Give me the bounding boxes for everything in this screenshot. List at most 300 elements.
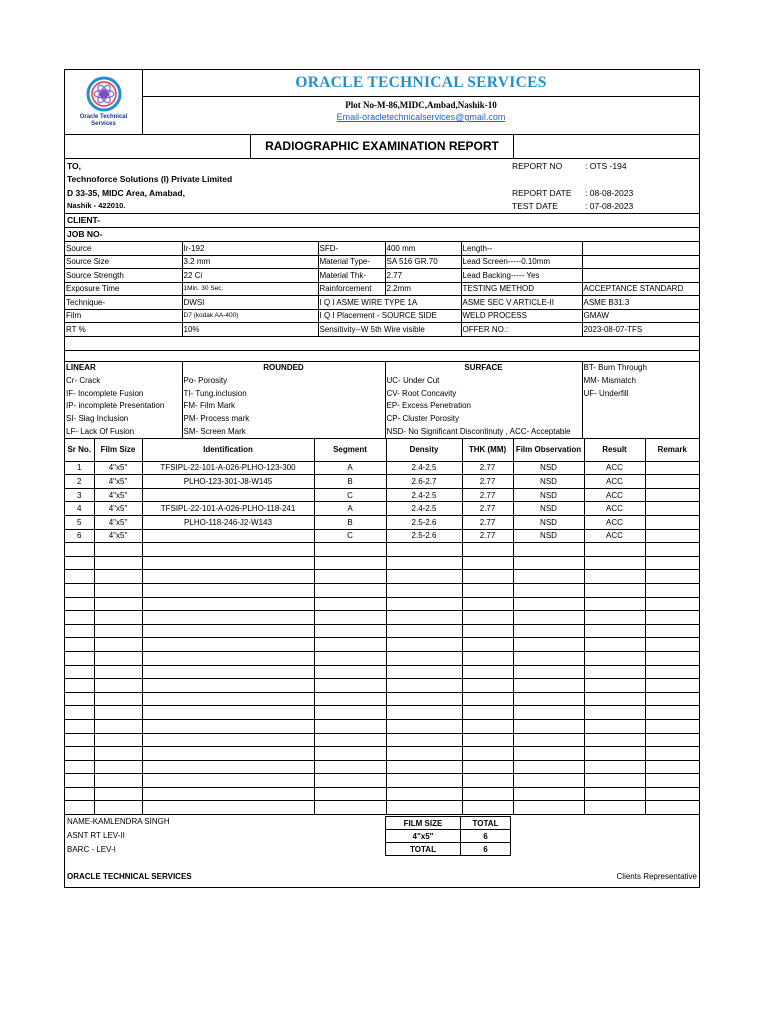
table-cell: NSD (513, 516, 584, 530)
legend-row (65, 412, 699, 425)
legend-cell: Cr- Crack (65, 374, 182, 387)
table-cell (142, 719, 314, 733)
table-row (65, 787, 699, 801)
report-no-label: REPORT NO (512, 161, 563, 171)
table-cell (386, 597, 462, 611)
to-label: TO, (67, 161, 82, 171)
asnt-level: ASNT RT LEV-II (67, 831, 125, 841)
table-cell (462, 624, 513, 638)
test-date-value: : 07-08-2023 (585, 201, 634, 211)
film-size-head: FILM SIZE (386, 817, 461, 830)
logo-text-2: Services (91, 121, 116, 127)
results-table (65, 439, 699, 815)
parameter-cell: D7 (kodak AA-400) (182, 309, 318, 323)
legend-cell: CP- Cluster Porosity (385, 412, 582, 425)
table-cell (94, 733, 142, 747)
report-date-value: : 08-08-2023 (585, 188, 634, 198)
legend-cell: PM- Process mark (182, 412, 385, 425)
table-row (65, 502, 699, 516)
table-cell (94, 638, 142, 652)
company-email-link[interactable]: Email-oracletechnicalservices@gmail.com (336, 112, 506, 122)
table-cell (645, 747, 699, 761)
report-title-row (65, 135, 699, 159)
table-cell (386, 760, 462, 774)
table-cell (462, 692, 513, 706)
report-footer (65, 815, 699, 887)
table-cell (314, 787, 386, 801)
parameter-row (65, 282, 699, 296)
report-sheet (64, 69, 700, 888)
table-cell (94, 692, 142, 706)
table-cell (94, 665, 142, 679)
table-cell (314, 651, 386, 665)
parameter-row (65, 296, 699, 310)
table-cell (645, 624, 699, 638)
table-cell (65, 801, 94, 815)
table-cell: ACC (584, 529, 645, 543)
table-cell (65, 665, 94, 679)
table-cell (462, 611, 513, 625)
table-cell (142, 651, 314, 665)
table-cell (462, 679, 513, 693)
table-cell (142, 597, 314, 611)
table-cell (584, 801, 645, 815)
table-cell (386, 583, 462, 597)
table-cell: 2.77 (462, 502, 513, 516)
parameter-cell (582, 255, 699, 269)
table-cell (645, 516, 699, 530)
table-cell (513, 611, 584, 625)
client-row: CLIENT- (65, 214, 699, 228)
table-cell (584, 692, 645, 706)
table-cell (513, 692, 584, 706)
legend-cell: IP- incomplete Presentation (65, 400, 182, 413)
table-cell (65, 638, 94, 652)
table-cell (142, 787, 314, 801)
table-cell: NSD (513, 461, 584, 475)
table-cell (584, 543, 645, 557)
table-cell: 2.77 (462, 488, 513, 502)
table-cell (513, 597, 584, 611)
film-count-value: 6 (461, 830, 511, 843)
table-cell (584, 638, 645, 652)
table-cell (386, 706, 462, 720)
table-cell (513, 787, 584, 801)
parameter-cell: OFFER NO.: (461, 323, 582, 337)
table-cell (645, 583, 699, 597)
table-cell (142, 638, 314, 652)
parameter-cell: Material Thk- (318, 269, 385, 283)
report-title: RADIOGRAPHIC EXAMINATION REPORT (250, 135, 514, 158)
table-cell (65, 624, 94, 638)
logo (65, 70, 143, 134)
table-cell (65, 611, 94, 625)
parameter-cell: Lead Screen-----0.10mm (461, 255, 582, 269)
table-cell: 2 (65, 475, 94, 489)
parameter-cell: Technique- (65, 296, 182, 310)
table-cell (645, 475, 699, 489)
table-cell (513, 583, 584, 597)
table-cell: 2.77 (462, 529, 513, 543)
test-date-label: TEST DATE (512, 201, 558, 211)
table-cell (142, 624, 314, 638)
table-cell (386, 624, 462, 638)
legend-cell: IF- Incomplete Fusion (65, 387, 182, 400)
table-cell (386, 801, 462, 815)
table-cell (65, 692, 94, 706)
total-count-value: 6 (461, 843, 511, 856)
table-cell: 2.5-2.6 (386, 516, 462, 530)
table-cell (462, 774, 513, 788)
table-cell (462, 706, 513, 720)
results-column-header: THK (MM) (462, 439, 513, 462)
table-cell (386, 679, 462, 693)
results-column-header: Film Observation (513, 439, 584, 462)
table-cell (94, 706, 142, 720)
table-cell (314, 801, 386, 815)
table-cell (386, 774, 462, 788)
parameter-cell: Ir-192 (182, 242, 318, 255)
parameter-cell: Source (65, 242, 182, 255)
parameters-table (65, 242, 699, 337)
table-cell (94, 719, 142, 733)
table-cell (645, 679, 699, 693)
table-cell (462, 597, 513, 611)
table-cell (584, 570, 645, 584)
table-cell (584, 583, 645, 597)
table-cell (94, 543, 142, 557)
table-cell (462, 787, 513, 801)
total-label: TOTAL (386, 843, 461, 856)
table-cell (314, 706, 386, 720)
table-cell: 2.6-2.7 (386, 475, 462, 489)
table-cell (142, 692, 314, 706)
table-cell (513, 706, 584, 720)
table-cell (314, 556, 386, 570)
table-cell (314, 570, 386, 584)
parameter-row (65, 242, 699, 255)
table-row (65, 638, 699, 652)
table-cell (386, 747, 462, 761)
report-header (65, 70, 699, 135)
table-cell (584, 706, 645, 720)
table-row (65, 692, 699, 706)
spacer-row (65, 351, 699, 362)
table-cell (314, 611, 386, 625)
table-cell (142, 543, 314, 557)
table-cell (462, 651, 513, 665)
table-cell: ACC (584, 488, 645, 502)
table-cell (584, 597, 645, 611)
barc-level: BARC - LEV-I (67, 845, 116, 855)
table-cell: 4"x5" (94, 502, 142, 516)
table-cell (94, 760, 142, 774)
legend-cell: FM- Film Mark (182, 400, 385, 413)
table-cell (584, 747, 645, 761)
parameter-row (65, 309, 699, 323)
table-cell: ACC (584, 516, 645, 530)
results-column-header: Density (386, 439, 462, 462)
table-cell (386, 787, 462, 801)
table-cell (645, 543, 699, 557)
parameter-cell: Rainforcement (318, 282, 385, 296)
job-no-row: JOB NO- (65, 228, 699, 242)
table-cell: 1 (65, 461, 94, 475)
table-cell (584, 733, 645, 747)
parameter-cell: 400 mm (385, 242, 461, 255)
table-row (65, 747, 699, 761)
table-cell (142, 556, 314, 570)
table-cell (142, 706, 314, 720)
table-row (65, 679, 699, 693)
parameter-cell: GMAW (582, 309, 699, 323)
legend-cell: BT- Burn Through (583, 363, 647, 373)
table-cell (513, 556, 584, 570)
table-cell (65, 651, 94, 665)
table-cell (386, 665, 462, 679)
table-cell: NSD (513, 502, 584, 516)
table-cell (386, 651, 462, 665)
table-cell: ACC (584, 502, 645, 516)
legend-cell: NSD- No Significant Discontinuty , ACC- Acceptable (385, 425, 582, 438)
table-cell: 6 (65, 529, 94, 543)
table-cell: ACC (584, 475, 645, 489)
table-cell (462, 556, 513, 570)
table-cell (645, 692, 699, 706)
parameter-cell: 1Min. 30 Sec. (182, 282, 318, 296)
table-cell: 4 (65, 502, 94, 516)
parameter-cell: 22 Ci (182, 269, 318, 283)
table-cell (142, 747, 314, 761)
table-cell (645, 556, 699, 570)
table-cell (513, 801, 584, 815)
table-cell: 4"x5" (94, 475, 142, 489)
table-cell: C (314, 488, 386, 502)
table-cell (142, 529, 314, 543)
table-cell (462, 665, 513, 679)
table-cell (513, 543, 584, 557)
table-cell (386, 543, 462, 557)
table-cell (462, 733, 513, 747)
table-cell: 2.77 (462, 516, 513, 530)
table-cell (462, 747, 513, 761)
table-cell (645, 638, 699, 652)
legend-cell: TI- Tung.inclusion (182, 387, 385, 400)
table-cell: NSD (513, 475, 584, 489)
table-row (65, 651, 699, 665)
legend-cell: Po- Porosity (182, 374, 385, 387)
table-cell (584, 651, 645, 665)
table-cell: TFSIPL-22-101-A-026-PLHO-118-241 (142, 502, 314, 516)
table-cell (94, 624, 142, 638)
table-cell (94, 597, 142, 611)
company-name: ORACLE TECHNICAL SERVICES (143, 70, 699, 97)
film-summary-table (385, 816, 511, 856)
table-cell (645, 597, 699, 611)
table-cell (386, 611, 462, 625)
table-cell (314, 543, 386, 557)
table-cell (314, 583, 386, 597)
table-cell (314, 747, 386, 761)
total-head: TOTAL (461, 817, 511, 830)
parameter-cell: 10% (182, 323, 318, 337)
table-cell (645, 706, 699, 720)
table-cell (645, 570, 699, 584)
parameter-row (65, 323, 699, 337)
table-cell (314, 774, 386, 788)
table-cell (65, 570, 94, 584)
table-cell: 2.4-2.5 (386, 502, 462, 516)
recipient-line-3: Nashik - 422010. (67, 201, 126, 210)
table-cell: 4"x5" (94, 488, 142, 502)
parameter-cell: WELD PROCESS (461, 309, 582, 323)
table-cell (386, 719, 462, 733)
recipient-block (65, 159, 699, 214)
recipient-line-1: Technoforce Solutions (I) Private Limited (67, 174, 233, 184)
table-cell (314, 733, 386, 747)
legend-cell: MM- Mismatch (583, 376, 636, 386)
table-cell (645, 719, 699, 733)
table-cell (386, 638, 462, 652)
table-cell (584, 760, 645, 774)
table-cell (94, 679, 142, 693)
table-cell (314, 665, 386, 679)
logo-text-1: Oracle Technical (79, 114, 128, 120)
table-row (65, 611, 699, 625)
table-cell (65, 556, 94, 570)
table-cell (645, 774, 699, 788)
parameter-cell: Material Type- (318, 255, 385, 269)
table-cell (142, 679, 314, 693)
table-cell (142, 488, 314, 502)
results-column-header: Film Size (94, 439, 142, 462)
table-row (65, 570, 699, 584)
parameter-cell: SA 516 GR.70 (385, 255, 461, 269)
table-cell: TFSIPL-22-101-A-026-PLHO-123-300 (142, 461, 314, 475)
table-cell (314, 760, 386, 774)
legend-cell: UC- Under Cut (385, 374, 582, 387)
table-row (65, 516, 699, 530)
table-cell: 4"x5" (94, 529, 142, 543)
table-cell (462, 760, 513, 774)
parameter-cell: Length-- (461, 242, 582, 255)
recipient-line-2: D 33-35, MIDC Area, Amabad, (67, 188, 185, 198)
table-row (65, 488, 699, 502)
table-cell (645, 651, 699, 665)
table-cell (65, 747, 94, 761)
table-row (65, 556, 699, 570)
parameter-cell: Film (65, 309, 182, 323)
table-cell (65, 583, 94, 597)
table-cell (513, 570, 584, 584)
parameter-row (65, 269, 699, 283)
table-cell (142, 733, 314, 747)
legend-row (65, 374, 699, 387)
table-cell (142, 665, 314, 679)
table-cell (645, 488, 699, 502)
legend-rounded-head: ROUNDED (182, 362, 385, 375)
table-cell: 2.77 (462, 461, 513, 475)
parameter-cell: Lead Backing----- Yes (461, 269, 582, 283)
parameter-cell (582, 242, 699, 255)
table-cell (65, 719, 94, 733)
table-cell (386, 570, 462, 584)
table-cell (314, 638, 386, 652)
company-logo-icon (86, 76, 122, 112)
legend-cell (582, 412, 699, 425)
table-cell (584, 774, 645, 788)
table-cell (645, 733, 699, 747)
defect-legend-table (65, 362, 699, 439)
results-column-header: Identification (142, 439, 314, 462)
table-row (65, 543, 699, 557)
table-cell (513, 665, 584, 679)
legend-linear-head: LINEAR (65, 362, 182, 375)
parameter-cell: ACCEPTANCE STANDARD (582, 282, 699, 296)
table-cell (645, 787, 699, 801)
table-cell (584, 624, 645, 638)
spacer-row (65, 337, 699, 351)
table-cell (142, 774, 314, 788)
table-cell (142, 570, 314, 584)
table-cell (462, 719, 513, 733)
parameter-cell: 2.77 (385, 269, 461, 283)
table-cell (584, 611, 645, 625)
table-cell (94, 747, 142, 761)
table-cell (314, 624, 386, 638)
table-cell: A (314, 502, 386, 516)
results-column-header: Sr No. (65, 439, 94, 462)
table-cell (513, 733, 584, 747)
report-date-label: REPORT DATE (512, 188, 572, 198)
table-cell (645, 461, 699, 475)
table-row (65, 583, 699, 597)
table-cell: A (314, 461, 386, 475)
table-cell (65, 787, 94, 801)
legend-cell: SM- Screen Mark (182, 425, 385, 438)
table-cell (94, 787, 142, 801)
table-cell (645, 801, 699, 815)
parameter-cell: 3.2 mm (182, 255, 318, 269)
table-cell: 2.77 (462, 475, 513, 489)
table-row (65, 706, 699, 720)
table-cell (645, 760, 699, 774)
table-cell (386, 556, 462, 570)
parameter-cell: ASME B31.3 (582, 296, 699, 310)
legend-cell: EP- Excess Penetration (385, 400, 582, 413)
table-cell (645, 502, 699, 516)
inspector-name: NAME-KAMLENDRA SINGH (67, 817, 170, 827)
table-cell (513, 774, 584, 788)
results-column-header: Segment (314, 439, 386, 462)
company-address: Plot No-M-86,MIDC,Ambad,Nashik-10 (345, 100, 497, 110)
parameter-cell: Source Strength (65, 269, 182, 283)
table-row (65, 624, 699, 638)
table-row (65, 719, 699, 733)
table-cell (94, 570, 142, 584)
table-cell (314, 692, 386, 706)
footer-company: ORACLE TECHNICAL SERVICES (67, 872, 192, 882)
legend-cell (582, 400, 699, 413)
table-cell (513, 760, 584, 774)
table-cell (645, 611, 699, 625)
table-cell (513, 624, 584, 638)
table-cell (142, 801, 314, 815)
table-cell: 2.4-2.5 (386, 488, 462, 502)
table-cell: PLHO-123-301-J8-W145 (142, 475, 314, 489)
table-cell (65, 679, 94, 693)
parameter-cell: 2023-08-07-TFS (582, 323, 699, 337)
